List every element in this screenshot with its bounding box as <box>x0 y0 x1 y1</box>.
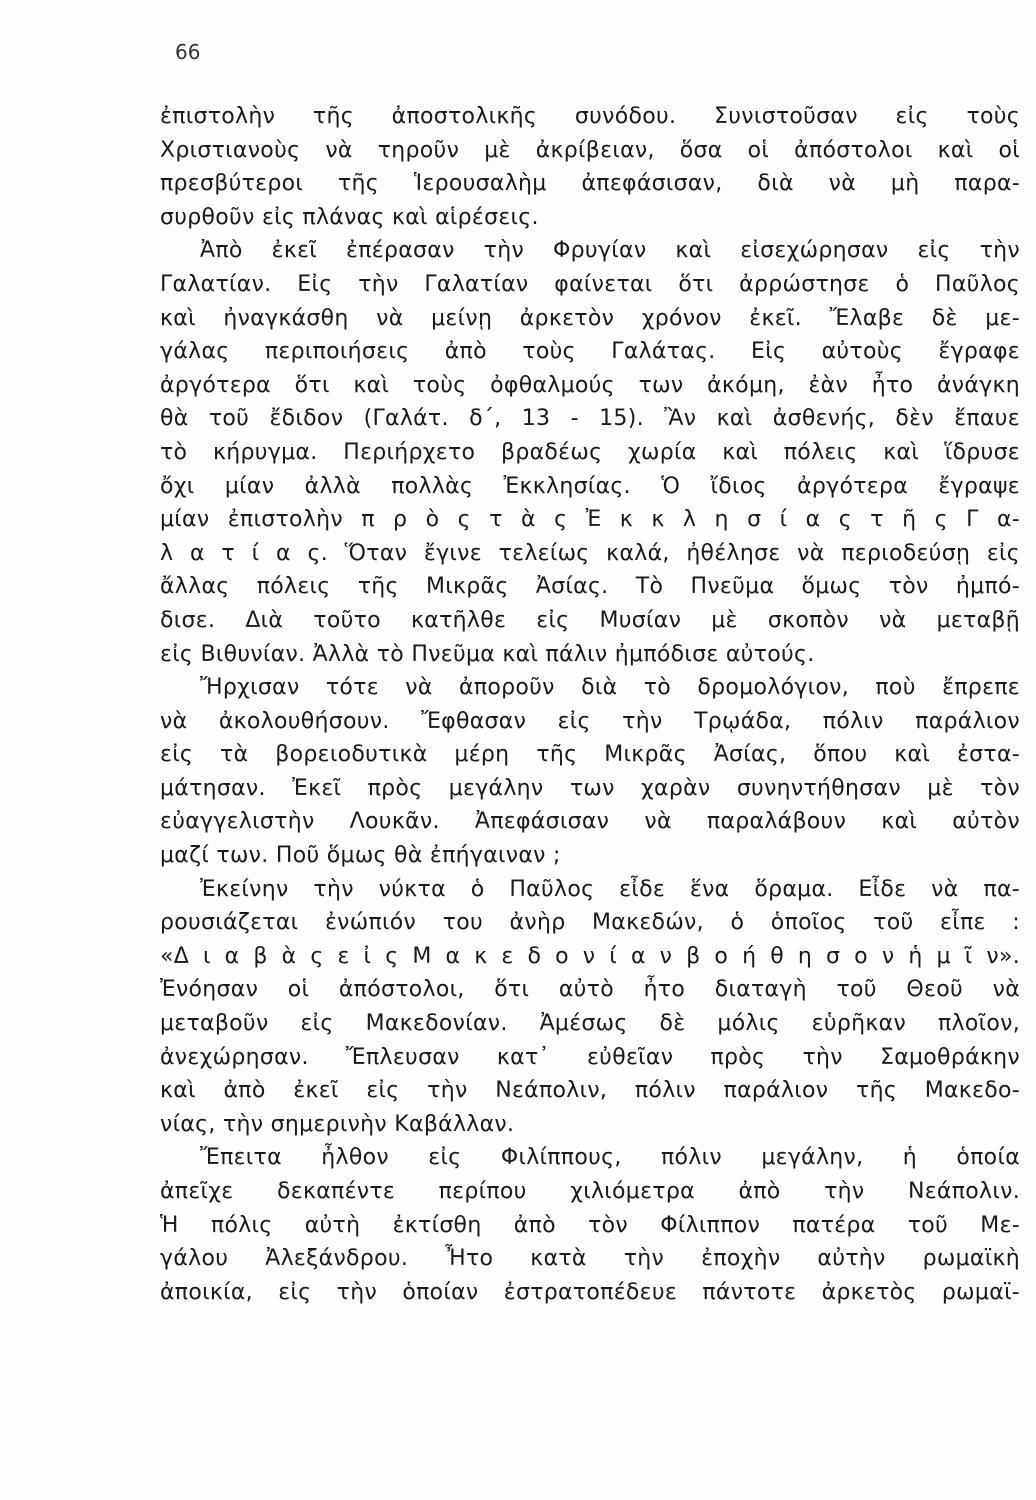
text-line: μίαν ἐπιστολὴν π ρ ὸ ς τ ὰ ς Ἐ κ κ λ η σ ί α ς τ ῆ ς Γ α- <box>160 507 1020 533</box>
page-number: 66 <box>175 40 201 64</box>
text-line: γάλου Ἀλεξάνδρου. Ἦτο κατὰ τὴν ἐποχὴν αὐτὴν ρωμαϊκὴ <box>160 1246 1020 1272</box>
text-line: εὐαγγελιστὴν Λουκᾶν. Ἀπεφάσισαν νὰ παραλάβουν καὶ αὐτὸν <box>160 809 1020 835</box>
text-line: μεταβοῦν εἰς Μακεδονίαν. Ἀμέσως δὲ μόλις εὑρῆκαν πλοῖον, <box>160 1011 1020 1037</box>
text-line: Γαλατίαν. Εἰς τὴν Γαλατίαν φαίνεται ὅτι ἀρρώστησε ὁ Παῦλος <box>160 271 1020 297</box>
text-line: ρουσιάζεται ἐνώπιόν του ἀνὴρ Μακεδών, ὁ ὁποῖος τοῦ εἶπε : <box>160 910 1020 936</box>
text-line: Ἡ πόλις αὐτὴ ἐκτίσθη ἀπὸ τὸν Φίλιππον πατέρα τοῦ Με- <box>160 1212 1020 1238</box>
text-line: νὰ ἀκολουθήσουν. Ἔφθασαν εἰς τὴν Τρῳάδα, πόλιν παράλιον <box>160 708 1020 734</box>
text-line: Ἤρχισαν τότε νὰ ἀποροῦν διὰ τὸ δρομολόγιον, ποὺ ἔπρεπε <box>200 675 1020 701</box>
text-line: θὰ τοῦ ἔδιδον (Γαλάτ. δ΄, 13 - 15). Ἂν καὶ ἀσθενής, δὲν ἔπαυε <box>160 406 1020 432</box>
text-line: Ἐνόησαν οἱ ἀπόστολοι, ὅτι αὐτὸ ἦτο διαταγὴ τοῦ Θεοῦ νὰ <box>160 977 1020 1003</box>
text-line: ἀποικία, εἰς τὴν ὁποίαν ἐστρατοπέδευε πάντοτε ἀρκετὸς ρωμαϊ- <box>160 1279 1020 1305</box>
text-line: «Δ ι α β ὰ ς ε ἰ ς Μ α κ ε δ ο ν ί α ν β ο ή θ η σ ο ν ἡ μ ῖ ν». <box>160 943 1020 969</box>
text-line: εἰς τὰ βορειοδυτικὰ μέρη τῆς Μικρᾶς Ἀσίας, ὅπου καὶ ἐστα- <box>160 742 1020 768</box>
text-line: Χριστιανοὺς νὰ τηροῦν μὲ ἀκρίβειαν, ὅσα οἱ ἀπόστολοι καὶ οἱ <box>160 137 1020 163</box>
text-line: πρεσβύτεροι τῆς Ἱερουσαλὴμ ἀπεφάσισαν, διὰ νὰ μὴ παρα- <box>160 171 1020 197</box>
text-line: δισε. Διὰ τοῦτο κατῆλθε εἰς Μυσίαν μὲ σκοπὸν νὰ μεταβῇ <box>160 607 1020 633</box>
text-line: νίας, τὴν σημερινὴν Καβάλλαν. <box>160 1111 515 1137</box>
text-line: Ἀπὸ ἐκεῖ ἐπέρασαν τὴν Φρυγίαν καὶ εἰσεχώρησαν εἰς τὴν <box>200 238 1020 264</box>
text-line: συρθοῦν εἰς πλάνας καὶ αἱρέσεις. <box>160 204 539 230</box>
text-line: γάλας περιποιήσεις ἀπὸ τοὺς Γαλάτας. Εἰς αὐτοὺς ἔγραφε <box>160 339 1020 365</box>
text-line: ἐπιστολὴν τῆς ἀποστολικῆς συνόδου. Συνιστοῦσαν εἰς τοὺς <box>160 104 1020 129</box>
text-line: ἀπεῖχε δεκαπέντε περίπου χιλιόμετρα ἀπὸ τὴν Νεάπολιν. <box>160 1179 1020 1204</box>
text-line: ἀργότερα ὅτι καὶ τοὺς ὀφθαλμούς των ἀκόμη, ἐὰν ἦτο ἀνάγκη <box>160 372 1020 398</box>
text-line: τὸ κήρυγμα. Περιήρχετο βραδέως χωρία καὶ πόλεις καὶ ἵδρυσε <box>160 439 1020 465</box>
text-line: μαζί των. Ποῦ ὅμως θὰ ἐπήγαιναν ; <box>160 843 561 869</box>
text-line: καὶ ἠναγκάσθη νὰ μείνῃ ἀρκετὸν χρόνον ἐκεῖ. Ἔλαβε δὲ με- <box>160 305 1020 331</box>
text-line: λ α τ ί α ς. Ὅταν ἔγινε τελείως καλά, ἠθέλησε νὰ περιοδεύσῃ εἰς <box>160 540 1020 566</box>
text-line: καὶ ἀπὸ ἐκεῖ εἰς τὴν Νεάπολιν, πόλιν παράλιον τῆς Μακεδο- <box>160 1078 1020 1104</box>
body-text <box>160 100 1020 1309</box>
text-line: Ἐκείνην τὴν νύκτα ὁ Παῦλος εἶδε ἕνα ὅραμα. Εἶδε νὰ πα- <box>200 876 1020 902</box>
text-line: ἀνεχώρησαν. Ἔπλευσαν κατ᾿ εὐθεῖαν πρὸς τὴν Σαμοθράκην <box>160 1044 1020 1070</box>
text-line: Ἔπειτα ἦλθον εἰς Φιλίππους, πόλιν μεγάλην, ἡ ὁποία <box>200 1145 1020 1171</box>
text-line: μάτησαν. Ἐκεῖ πρὸς μεγάλην των χαρὰν συνηντήθησαν μὲ τὸν <box>160 775 1020 801</box>
text-line: εἰς Βιθυνίαν. Ἀλλὰ τὸ Πνεῦμα καὶ πάλιν ἠμπόδισε αὐτούς. <box>160 641 815 667</box>
text-line: ἄλλας πόλεις τῆς Μικρᾶς Ἀσίας. Τὸ Πνεῦμα ὅμως τὸν ἠμπό- <box>160 574 1020 600</box>
text-line: ὄχι μίαν ἀλλὰ πολλὰς Ἐκκλησίας. Ὁ ἴδιος ἀργότερα ἔγραψε <box>160 473 1020 499</box>
